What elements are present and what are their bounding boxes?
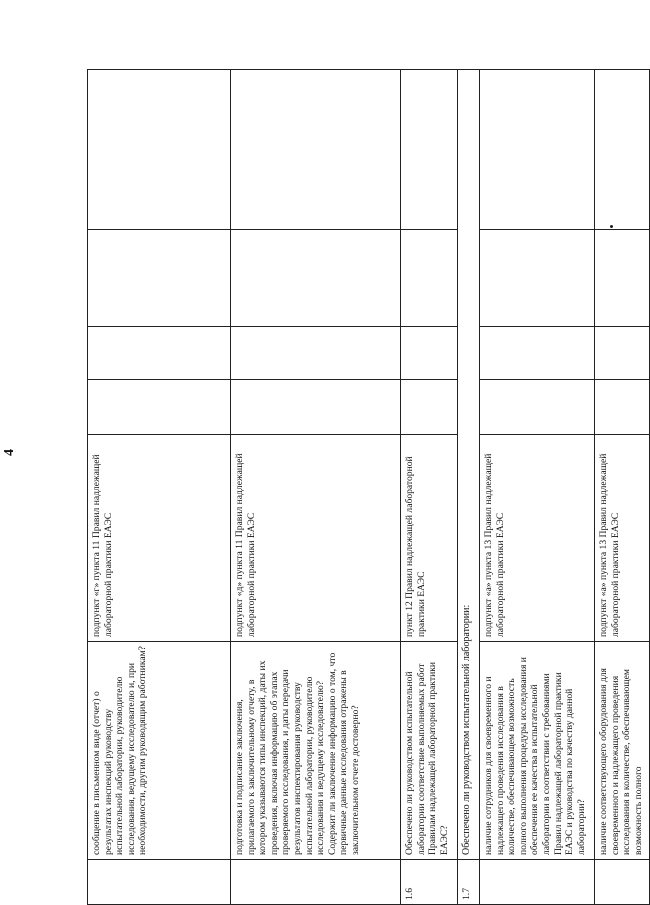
checklist-table xyxy=(87,69,650,905)
row-number: 1.7 xyxy=(458,860,480,905)
answer-cell xyxy=(88,230,231,327)
table-row xyxy=(88,70,231,905)
reference-cell: подпункт «г» пункта 11 Правил надлежащей лабораторной практики ЕАЭС xyxy=(88,435,231,642)
reference-cell: пункт 12 Правил надлежащей лабораторной практики ЕАЭС xyxy=(401,435,458,642)
table-row xyxy=(458,70,480,905)
row-number xyxy=(231,860,401,905)
row-number xyxy=(595,860,650,905)
answer-cell xyxy=(231,380,401,435)
page-number: 4 xyxy=(2,449,17,456)
speck-mark xyxy=(610,225,613,228)
answer-cell xyxy=(480,230,595,327)
comment-cell xyxy=(401,70,458,230)
question-cell: Обеспечено ли руководством испытательной лаборатории соответствие выполняемых работ Правилам надлежащей лабораторной практики ЕАЭС? xyxy=(401,642,458,860)
table-row xyxy=(595,70,650,905)
row-number xyxy=(88,860,231,905)
answer-cell xyxy=(401,380,458,435)
comment-cell xyxy=(231,70,401,230)
question-cell: подготовка и подписание заключения, прилагаемого к заключительному отчету, в котором указываются типы инспекций, даты их проведения, включая информацию об этапах проверяемого исследования, и даты передачи результатов инспектирования руководству испытательной лаборатории, руководителю исследования и ведущему исследователю? Содержит ли заключение информацию о том, что первичные данные исследования отражены в заключительном отчете достоверно? xyxy=(231,642,401,860)
reference-cell: подпункт «а» пункта 13 Правил надлежащей лабораторной практики ЕАЭС xyxy=(480,435,595,642)
comment-cell xyxy=(595,70,650,230)
section-heading: Обеспечено ли руководством испытательной лаборатории: xyxy=(458,70,480,860)
answer-cell xyxy=(88,380,231,435)
table-row xyxy=(480,70,595,905)
question-cell: сообщение в письменном виде (отчет) о результатах инспекций руководству испытательной лаборатории, руководителю исследования, ведущему исследователю и, при необходимости, другим руководящим работникам? xyxy=(88,642,231,860)
answer-cell xyxy=(595,380,650,435)
table-row xyxy=(231,70,401,905)
answer-cell xyxy=(401,327,458,380)
answer-cell xyxy=(595,327,650,380)
reference-cell: подпункт «а» пункта 13 Правил надлежащей лабораторной практики ЕАЭС xyxy=(595,435,650,642)
reference-cell: подпункт «д» пункта 11 Правил надлежащей лабораторной практики ЕАЭС xyxy=(231,435,401,642)
answer-cell xyxy=(480,327,595,380)
question-cell: наличие соответствующего оборудования для своевременного и надлежащего проведения исследования в количестве, обеспечивающем возможность полного xyxy=(595,642,650,860)
answer-cell xyxy=(231,327,401,380)
answer-cell xyxy=(480,380,595,435)
comment-cell xyxy=(88,70,231,230)
answer-cell xyxy=(231,230,401,327)
row-number xyxy=(480,860,595,905)
answer-cell xyxy=(595,230,650,327)
answer-cell xyxy=(401,230,458,327)
question-cell: наличие сотрудников для своевременного и надлежащего проведения исследования в количестве, обеспечивающем возможность полного выполнения процедуры исследования и обеспечения ее качества в испытательной лаборатории в соответствии с требованиями Правил надлежащей лабораторной практики ЕАЭС и руководства по качеству данной лаборатории? xyxy=(480,642,595,860)
comment-cell xyxy=(480,70,595,230)
table-row xyxy=(401,70,458,905)
row-number: 1.6 xyxy=(401,860,458,905)
answer-cell xyxy=(88,327,231,380)
